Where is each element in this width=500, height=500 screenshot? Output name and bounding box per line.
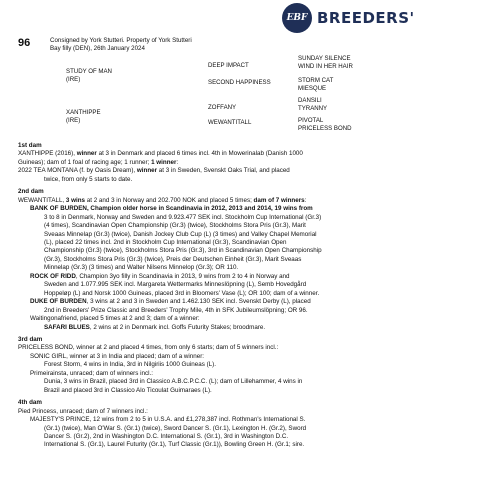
produce-record: 2022 TEA MONTANA (f. by Oasis Dream), winner at 3 in Sweden, Svenskt Oaks Trial, and placed (18, 167, 290, 175)
first-dam-heading: 1st dam (18, 142, 42, 149)
progeny-entry: ROCK OF RIDD, Champion 3yo filly in Scandinavia in 2013, 9 wins from 2 to 4 in Norway and (30, 272, 290, 280)
sdd: MIESQUE (298, 85, 327, 92)
dsd: TYRANNY (298, 105, 328, 112)
progeny-detail: Sweden and 1.077.995 SEK incl. Margareta Wettermarks Minneslöpning (L), Semb Hovedgård (44, 281, 307, 289)
ebf-logo-icon: EBF (282, 3, 312, 33)
dam-country: (IRE) (66, 117, 81, 124)
page-header (0, 0, 500, 34)
catalogue-body (18, 138, 476, 450)
second-dam-heading: 2nd dam (18, 188, 44, 196)
progeny-detail: Dancer S. (Gr.2), 2nd in Washington D.C. International S. (Gr.1), 3rd in Washington D.C. (44, 432, 289, 440)
sire-dam: SECOND HAPPINESS (208, 79, 271, 86)
progeny-detail: Sveaas Minnelap (Gr.3) (twice), Danish Jockey Club Cup (L) (3 times) and Valley Chapel Memorial (44, 230, 317, 238)
first-dam-line: XANTHIPPE (2016), winner at 3 in Denmark and placed 6 times incl. 4th in Mowerinalab (Danish 1000 (18, 150, 303, 158)
dam-dam: WEWANTITALL (208, 119, 252, 126)
progeny-entry: SAFARI BLUES, 2 wins at 2 in Denmark incl. Goffs Futurity Stakes; broodmare. (44, 323, 266, 331)
produce-record-cont: twice, from only 5 starts to date. (44, 175, 133, 183)
progeny-detail: (L), placed 22 times incl. 2nd in Stockholm Cup International (Gr.3), Scandinavian Open (44, 238, 287, 246)
sds: STORM CAT (298, 77, 334, 84)
progeny-detail: Hoppeløp (L) and Norsk 1000 Guineas, placed 3rd in Bloomers' Vase (L); OR 100; dam of a winner. (44, 289, 320, 297)
progeny-detail: Minnelap (Gr.3) (3 times) and Walter Nilsens Minnelop (Gr.3); OR 110. (44, 264, 239, 272)
progeny-entry: MAJESTY'S PRINCE, 12 wins from 2 to 5 in U.S.A. and £1,278,387 incl. Rothman's International S. (30, 416, 306, 424)
progeny-entry: DUKE OF BURDEN, 3 wins at 2 and 3 in Sweden and 1.462.130 SEK incl. Svenskt Derby (L), placed (30, 298, 311, 306)
sss: SUNDAY SILENCE (298, 55, 351, 62)
dam-sire: ZOFFANY (208, 104, 237, 111)
progeny-detail: (Gr.1) (twice), Man O'War S. (Gr.1) (twice), Sword Dancer S. (Gr.1), Lexington H. (Gr.2), Sword (44, 424, 307, 432)
progeny-detail: International S. (Gr.1), Laurel Futurity (Gr.1), Turf Classic (Gr.1)), Bowling Green H. (Gr.1; sire. (44, 441, 305, 449)
ssd: WIND IN HER HAIR (298, 63, 353, 70)
sire: STUDY OF MAN (66, 68, 112, 75)
dss: DANSILI (298, 97, 322, 104)
brand-name: BREEDERS' (317, 9, 415, 27)
third-dam-line: PRICELESS BOND, winner at 2 and placed 4 times, from only 6 starts; dam of 5 winners incl.: (18, 344, 279, 352)
progeny-entry: BANK OF BURDEN, Champion older horse in Scandinavia in 2012, 2013 and 2014, 19 wins from (30, 205, 313, 213)
fourth-dam-heading: 4th dam (18, 399, 42, 407)
progeny-detail: Championship (Gr.3) (twice), Stockholms Stora Pris (Gr.3), 3rd in Scandinavian Open Championship (44, 247, 322, 255)
ddd: PRICELESS BOND (298, 125, 352, 132)
progeny-detail: 2nd in Breeders' Prize Classic and Breeders' Trophy Mile, 4th in SFK Jubileumslöpning; OR 96. (44, 306, 308, 314)
sire-sire: DEEP IMPACT (208, 62, 249, 69)
progeny-entry: Primeirainsta, unraced; dam of winners incl.: (30, 369, 153, 377)
fourth-dam-line: Pied Princess, unraced; dam of 7 winners incl.: (18, 407, 148, 415)
progeny-detail: (4 times), Scandinavian Open Championship (Gr.3) (twice), Stockholms Stora Pris (Gr.3), Marit (44, 222, 306, 230)
filly-description: Bay filly (DEN), 26th January 2024 (50, 45, 145, 52)
dds: PIVOTAL (298, 117, 324, 124)
first-dam-line: Guineas); dam of 1 foal of racing age; 1 runner; 1 winner: (18, 158, 179, 166)
sire-country: (IRE) (66, 76, 81, 83)
second-dam-line: WEWANTITALL, 3 wins at 2 and 3 in Norway and 202.700 NOK and placed 5 times; dam of 7 winners: (18, 196, 307, 204)
lot-number: 96 (18, 37, 31, 49)
progeny-entry: Waitingonafriend, placed 5 times at 2 and 3; dam of a winner: (30, 315, 200, 323)
progeny-entry: Forest Storm, 4 wins in India, 3rd in Nilgiriis 1000 Guineas (L). (44, 361, 216, 369)
progeny-detail: Brazil and placed 3rd in Classico Alo Ticoulat Guimaraes (L). (44, 386, 212, 394)
progeny-entry: SONIC GIRL, winner at 3 in India and placed; dam of a winner: (30, 352, 205, 360)
dam: XANTHIPPE (66, 109, 101, 116)
consignor-line: Consigned by York Stutteri. Property of York Stutteri (50, 37, 192, 44)
progeny-detail: 3 to 8 in Denmark, Norway and Sweden and 9.923.477 SEK incl. Stockholm Cup International (Gr.3) (44, 213, 322, 221)
third-dam-heading: 3rd dam (18, 335, 43, 343)
consignment-info (50, 37, 192, 53)
progeny-detail: (Gr.3), Stockholms Stora Pris (Gr.3) (twice), Preis der Deutschen Einheit (Gr.3), Marit Sveaas (44, 255, 302, 263)
progeny-entry: Dunia, 3 wins in Brazil, placed 3rd in Classico A.B.C.P.C.C. (L); dam of Lillehammer, 4 wins in (44, 378, 303, 386)
breeders-logo (282, 3, 415, 33)
